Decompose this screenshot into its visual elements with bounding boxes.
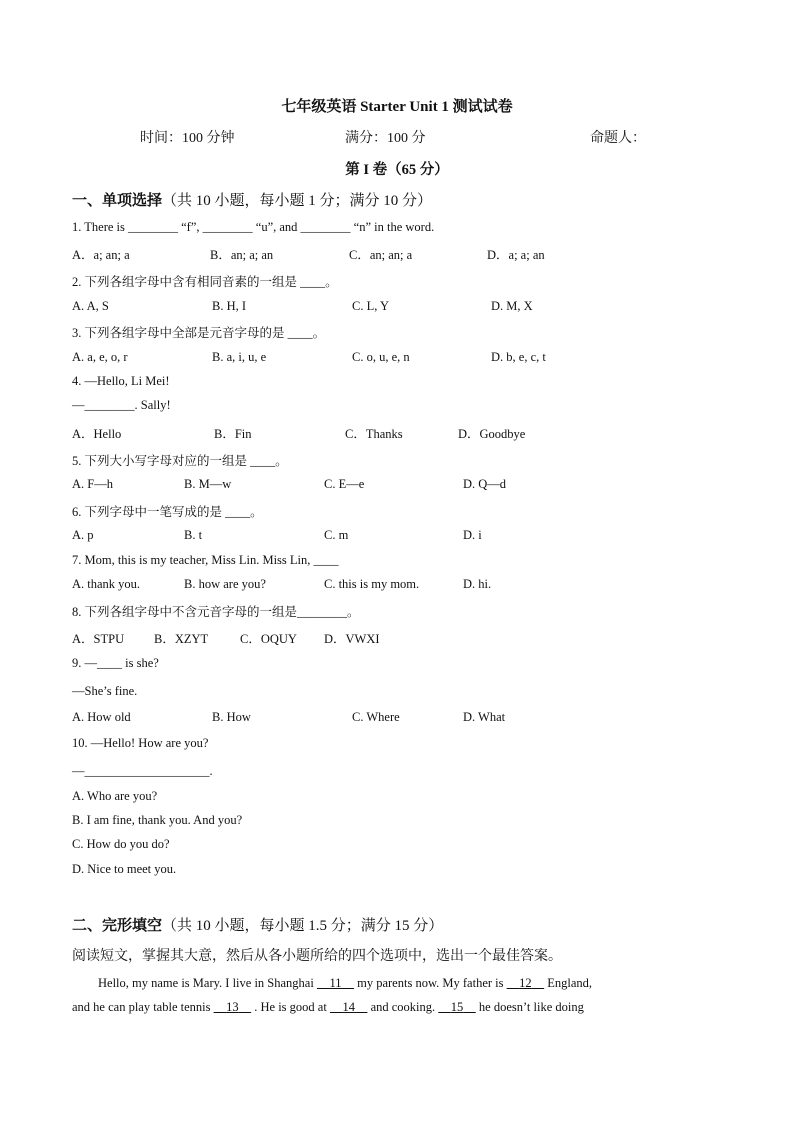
- question-6-option-a[interactable]: A. p: [72, 528, 94, 542]
- question-5-stem: 5. 下列大小写字母对应的一组是 ____。: [72, 454, 288, 468]
- question-9-reply: —She’s fine.: [72, 684, 138, 698]
- question-10-option-a[interactable]: A. Who are you?: [72, 789, 158, 803]
- section2-heading: [72, 914, 443, 935]
- question-3-option-b[interactable]: B. a, i, u, e: [212, 350, 267, 364]
- blank-14[interactable]: 14: [342, 1000, 355, 1014]
- question-9-option-b[interactable]: B. How: [212, 710, 251, 724]
- volume-heading: 第 I 卷（65 分）: [345, 162, 449, 178]
- question-4-reply: —________. Sally!: [72, 398, 171, 412]
- question-10-option-b[interactable]: B. I am fine, thank you. And you?: [72, 813, 243, 827]
- passage-line-1: [98, 976, 592, 991]
- section2-detail: （共 10 小题，每小题 1.5 分；满分 15 分）: [162, 918, 444, 934]
- question-3-stem: 3. 下列各组字母中全部是元音字母的是 ____。: [72, 326, 326, 340]
- passage-text: and cooking.: [370, 1000, 439, 1014]
- question-6-stem: 6. 下列字母中一笔写成的是 ____。: [72, 505, 263, 519]
- passage-text: England,: [547, 976, 593, 990]
- blank-11[interactable]: 11: [329, 976, 342, 990]
- question-10-option-d[interactable]: D. Nice to meet you.: [72, 862, 177, 876]
- passage-line-2: [72, 1000, 584, 1015]
- question-7-option-a[interactable]: A. thank you.: [72, 577, 141, 591]
- question-2-option-a[interactable]: A. A, S: [72, 299, 109, 313]
- question-9-stem: 9. —____ is she?: [72, 656, 159, 670]
- question-8-option-d[interactable]: D．VWXI: [324, 632, 380, 646]
- question-10-option-c[interactable]: C. How do you do?: [72, 837, 170, 851]
- passage-text: and he can play table tennis: [72, 1000, 214, 1014]
- question-6-option-c[interactable]: C. m: [324, 528, 349, 542]
- question-4-option-c[interactable]: C．Thanks: [345, 427, 403, 441]
- question-2-option-d[interactable]: D. M, X: [491, 299, 533, 313]
- question-3-option-c[interactable]: C. o, u, e, n: [352, 350, 410, 364]
- time-info: 时间：100 分钟: [140, 131, 235, 146]
- question-5-option-c[interactable]: C. E—e: [324, 477, 365, 491]
- score-info: 满分：100 分: [345, 131, 426, 146]
- author-info: 命题人：: [590, 131, 646, 146]
- question-1-option-d[interactable]: D．a; a; an: [487, 248, 545, 262]
- question-6-option-d[interactable]: D. i: [463, 528, 482, 542]
- question-1-stem: 1. There is ________ “f”, ________ “u”, and ________ “n” in the word.: [72, 220, 435, 234]
- page-title: 七年级英语 Starter Unit 1 测试试卷: [281, 99, 513, 115]
- section2-label: 二、完形填空: [72, 918, 163, 934]
- question-4-option-b[interactable]: B．Fin: [214, 427, 252, 441]
- question-1-option-c[interactable]: C．an; an; a: [349, 248, 413, 262]
- blank-13[interactable]: 13: [226, 1000, 239, 1014]
- question-2-stem: 2. 下列各组字母中含有相同音素的一组是 ____。: [72, 275, 338, 289]
- question-3-option-a[interactable]: A. a, e, o, r: [72, 350, 128, 364]
- question-3-option-d[interactable]: D. b, e, c, t: [491, 350, 546, 364]
- question-2-option-b[interactable]: B. H, I: [212, 299, 247, 313]
- section1-heading: [72, 189, 432, 210]
- question-1-option-a[interactable]: A．a; an; a: [72, 248, 130, 262]
- question-2-option-c[interactable]: C. L, Y: [352, 299, 390, 313]
- question-7-option-c[interactable]: C. this is my mom.: [324, 577, 420, 591]
- question-5-option-b[interactable]: B. M—w: [184, 477, 232, 491]
- section2-instruction: 阅读短文，掌握其大意，然后从各小题所给的四个选项中，选出一个最佳答案。: [72, 949, 562, 964]
- blank-12[interactable]: 12: [519, 976, 532, 990]
- blank-15[interactable]: 15: [450, 1000, 464, 1014]
- section1-detail: （共 10 小题，每小题 1 分；满分 10 分）: [162, 193, 433, 209]
- question-6-option-b[interactable]: B. t: [184, 528, 203, 542]
- question-5-option-a[interactable]: A. F—h: [72, 477, 113, 491]
- question-10-stem: 10. —Hello! How are you?: [72, 736, 209, 750]
- question-9-option-d[interactable]: D. What: [463, 710, 506, 724]
- passage-text: . He is good at: [254, 1000, 330, 1014]
- question-7-stem: 7. Mom, this is my teacher, Miss Lin. Miss Lin, ____: [72, 553, 339, 567]
- question-8-option-a[interactable]: A．STPU: [72, 632, 125, 646]
- question-1-option-b[interactable]: B．an; a; an: [210, 248, 274, 262]
- passage-text: he doesn’t like doing: [478, 1000, 584, 1014]
- question-7-option-d[interactable]: D. hi.: [463, 577, 492, 591]
- question-8-option-c[interactable]: C．OQUY: [240, 632, 297, 646]
- passage-text: Hello, my name is Mary. I live in Shanghai: [98, 976, 317, 990]
- passage-text: my parents now. My father is: [357, 976, 507, 990]
- question-8-option-b[interactable]: B．XZYT: [154, 632, 209, 646]
- question-9-option-c[interactable]: C. Where: [352, 710, 400, 724]
- question-7-option-b[interactable]: B. how are you?: [184, 577, 266, 591]
- question-9-option-a[interactable]: A. How old: [72, 710, 131, 724]
- question-10-reply: —____________________.: [72, 764, 213, 778]
- question-8-stem: 8. 下列各组字母中不含元音字母的一组是________。: [72, 605, 360, 619]
- question-4-option-d[interactable]: D．Goodbye: [458, 427, 526, 441]
- question-5-option-d[interactable]: D. Q—d: [463, 477, 507, 491]
- question-4-option-a[interactable]: A．Hello: [72, 427, 122, 441]
- section1-label: 一、单项选择: [72, 193, 163, 209]
- question-4-stem: 4. —Hello, Li Mei!: [72, 374, 170, 388]
